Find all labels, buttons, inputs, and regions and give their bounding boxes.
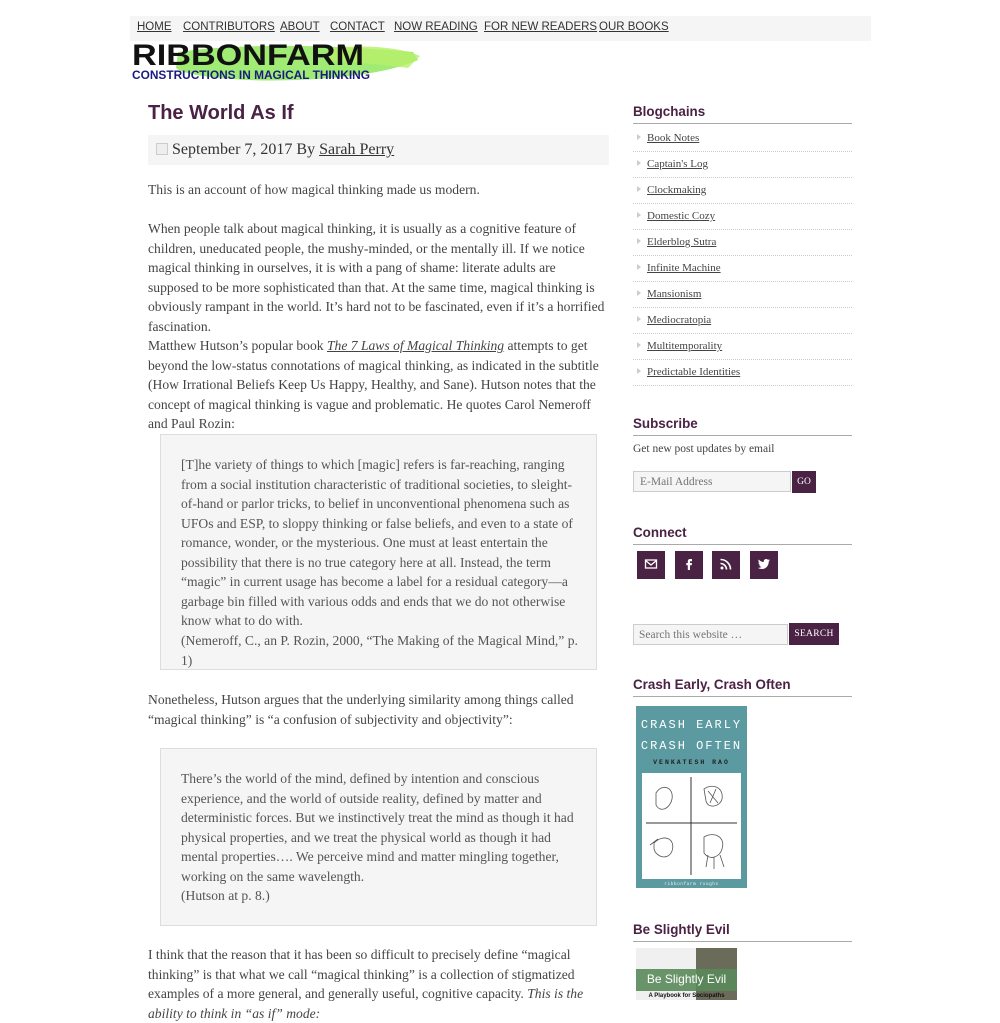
- bullet-icon: [637, 134, 641, 140]
- be-slightly-evil-book-cover[interactable]: [636, 948, 737, 1000]
- blogchain-link-predictable-identities[interactable]: Predictable Identities: [647, 366, 741, 378]
- book2-title: Be Slightly Evil: [633, 922, 852, 942]
- email-field[interactable]: [633, 471, 791, 492]
- bullet-icon: [637, 342, 641, 348]
- nav-our-books[interactable]: OUR BOOKS: [599, 21, 669, 33]
- paragraph-5-emphasis: This is the ability to think in “as if” mode:: [148, 986, 584, 1021]
- bullet-icon: [637, 212, 641, 218]
- blogchain-link-book-notes[interactable]: Book Notes: [647, 132, 700, 144]
- quote-2-citation: (Hutson at p. 8.): [181, 888, 270, 903]
- blogchain-link-domestic-cozy[interactable]: Domestic Cozy: [647, 210, 716, 222]
- book1-cover-illustration: [642, 773, 741, 879]
- bullet-icon: [637, 160, 641, 166]
- paragraph-3-post: attempts to get beyond the low-status connotations of magical thinking, as indicated in the subtitle (How Irrational Beliefs Keep Us Happy, Healthy, and Sane). Hutson notes that the concept of magical thinking is vague and problematic. He quotes Carol Nemeroff and Paul Rozin:: [148, 338, 599, 431]
- blogchain-item: [633, 334, 852, 360]
- paragraph-4: Nonetheless, Hutson argues that the underlying similarity among things called “magical thinking” is “a confusion of subjectivity and objectivity”:: [148, 692, 574, 727]
- quote-1-text: [T]he variety of things to which [magic] refers is far-reaching, ranging from a social institution characteristic of traditional societies, to sleight-of-hand or parlor tricks, to belief in unconventional phenomena such as UFOs and ESP, to sloppy thinking or false beliefs, and even to a state of romance, wonder, or the mysterious. One must at least entertain the possibility that there is no true category here at all. Instead, the term “magic” in current usage has become a label for a residual category—a garbage bin filled with various odds and ends that we do not otherwise know what to do with.: [181, 457, 573, 628]
- facebook-icon: [682, 557, 696, 571]
- ribbonfarm-logo[interactable]: [128, 38, 428, 84]
- bullet-icon: [637, 290, 641, 296]
- envelope-icon: [644, 557, 658, 571]
- book2-cover-title: Be Slightly Evil: [646, 972, 727, 986]
- book1-cover-footer: ribbonfarm roughs: [664, 882, 719, 887]
- blogchain-item: [633, 178, 852, 204]
- logo-tagline: CONSTRUCTIONS IN MAGICAL THINKING: [132, 68, 370, 82]
- blogchain-link-mansionism[interactable]: Mansionism: [647, 288, 702, 300]
- blogchain-link-captains-log[interactable]: Captain's Log: [647, 158, 708, 170]
- nav-about[interactable]: ABOUT: [280, 21, 320, 33]
- subscribe-description: Get new post updates by email: [633, 443, 775, 455]
- blogchains-list: [633, 126, 852, 386]
- post-by: By: [296, 141, 316, 158]
- blogchain-link-mediocratopia[interactable]: Mediocratopia: [647, 314, 712, 326]
- rss-social-button[interactable]: [712, 551, 740, 579]
- blogchain-item: [633, 152, 852, 178]
- book1-cover-line2: CRASH OFTEN: [640, 739, 743, 753]
- nav-for-new-readers[interactable]: FOR NEW READERS: [484, 21, 598, 33]
- bullet-icon: [637, 186, 641, 192]
- blogchain-link-clockmaking[interactable]: Clockmaking: [647, 184, 707, 196]
- paragraph-1: This is an account of how magical thinking made us modern.: [148, 182, 480, 197]
- twitter-icon: [757, 557, 771, 571]
- blogchain-item: [633, 256, 852, 282]
- bullet-icon: [637, 264, 641, 270]
- blockquote-2: [160, 748, 597, 926]
- bullet-icon: [637, 316, 641, 322]
- quote-1-citation: (Nemeroff, C., an P. Rozin, 2000, “The Making of the Magical Mind,” p. 1): [181, 633, 578, 668]
- bullet-icon: [637, 368, 641, 374]
- blogchain-item: [633, 126, 852, 152]
- email-social-button[interactable]: [637, 551, 665, 579]
- twitter-social-button[interactable]: [750, 551, 778, 579]
- nav-contact[interactable]: CONTACT: [330, 21, 385, 33]
- blogchain-link-multitemporality[interactable]: Multitemporality: [647, 340, 723, 352]
- blogchain-item: [633, 308, 852, 334]
- blogchain-link-elderblog-sutra[interactable]: Elderblog Sutra: [647, 236, 717, 248]
- rss-icon: [719, 557, 733, 571]
- facebook-social-button[interactable]: [675, 551, 703, 579]
- book2-cover-subtitle: A Playbook for Sociopaths: [648, 993, 725, 999]
- subscribe-go-button[interactable]: GO: [792, 471, 816, 493]
- book1-cover-author: VENKATESH RAO: [653, 759, 730, 766]
- bullet-icon: [637, 238, 641, 244]
- book1-cover-line1: CRASH EARLY: [640, 718, 743, 732]
- nav-home[interactable]: HOME: [137, 21, 172, 33]
- post-meta: [148, 135, 609, 165]
- post-title: The World As If: [148, 102, 294, 124]
- connect-title: Connect: [633, 525, 852, 545]
- paragraph-3-pre: Matthew Hutson’s popular book: [148, 338, 327, 353]
- blogchain-item: [633, 360, 852, 386]
- subscribe-title: Subscribe: [633, 416, 852, 436]
- crash-early-book-cover[interactable]: [636, 706, 747, 888]
- blogchain-link-infinite-machine[interactable]: Infinite Machine: [647, 262, 721, 274]
- blogchain-item: [633, 282, 852, 308]
- paragraph-5-text: I think that the reason that it has been so difficult to precisely define “magical thinking” is that what we call “magical thinking” is a collection of stigmatized examples of a more general, and generally useful, cognitive capacity.: [148, 947, 575, 1001]
- calendar-icon: [156, 143, 168, 155]
- blogchain-item: [633, 204, 852, 230]
- post-date: September 7, 2017: [172, 141, 293, 158]
- logo-name: RIBBONFARM: [132, 39, 364, 72]
- paragraph-5: [148, 945, 608, 1023]
- search-button[interactable]: SEARCH: [789, 623, 839, 645]
- blogchains-title: Blogchains: [633, 104, 852, 124]
- blockquote-1: [160, 434, 597, 670]
- book1-title: Crash Early, Crash Often: [633, 677, 852, 697]
- paragraph-2: When people talk about magical thinking, it is usually as a cognitive feature of children, uneducated people, the mushy-minded, or the mentally ill. If we notice magical thinking in ourselves, it is with a pang of shame: literate adults are supposed to be more sophisticated than that. At the same time, magical thinking is obviously rampant in the world. It’s hard not to be fascinated, even if it’s a horrified fascination.: [148, 221, 605, 334]
- author-link[interactable]: Sarah Perry: [319, 141, 395, 158]
- paragraph-3: [148, 336, 608, 434]
- nav-contributors[interactable]: CONTRIBUTORS: [183, 21, 275, 33]
- quote-2-text: There’s the world of the mind, defined by intention and conscious experience, and the world of outside reality, defined by matter and deterministic forces. But we instinctively treat the mind as though it had physical properties, and we treat the physical world as though it had mental properties…. We perceive mind and matter mingling together, working on the same wavelength.: [181, 771, 574, 884]
- book-link[interactable]: The 7 Laws of Magical Thinking: [326, 338, 505, 353]
- search-input[interactable]: [633, 624, 788, 645]
- blogchain-item: [633, 230, 852, 256]
- nav-now-reading[interactable]: NOW READING: [394, 21, 478, 33]
